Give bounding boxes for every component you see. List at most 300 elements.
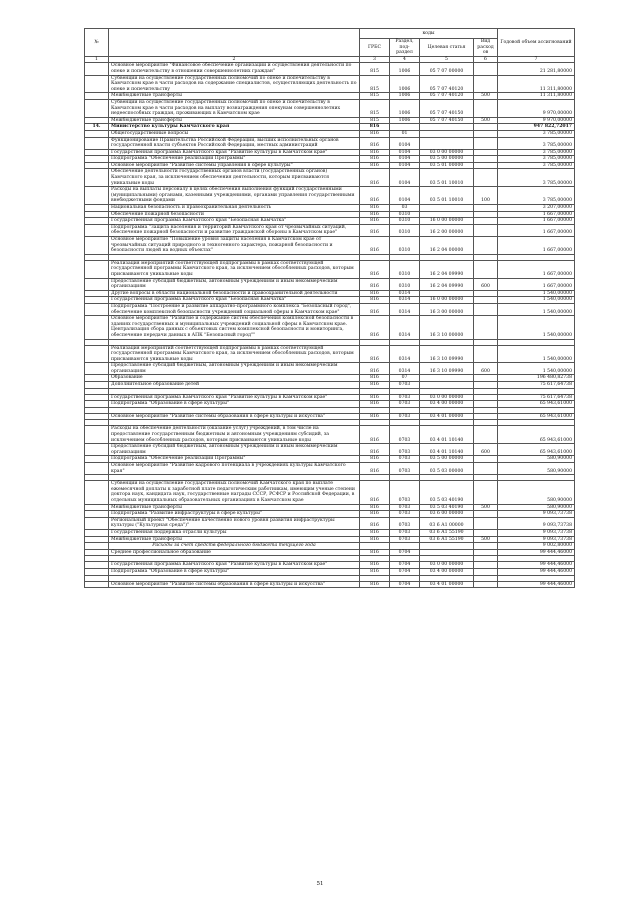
row-amount-cell: 580,90000 [498,504,575,511]
row-number-cell [85,162,109,169]
row-razdel-cell: 0104 [390,162,420,169]
row-razdel-cell: 0104 [390,156,420,163]
row-razdel-cell: 0314 [390,303,420,315]
row-number-cell [85,169,109,187]
row-amount-cell: 65 943,61000 [498,401,575,408]
table-row [85,581,575,588]
table-row [85,345,575,363]
row-target-article-cell: 16 2 04 09990 [420,278,474,290]
row-number-cell [85,562,109,569]
row-amount-cell: 196 480,82738 [498,375,575,382]
row-grbs-cell: 815 [360,63,390,75]
row-number-cell [85,130,109,137]
page-number: 51 [316,881,324,887]
row-number-cell [85,149,109,156]
row-expense-type-cell [474,290,498,297]
row-name-cell: Основное мероприятие "Развитие и содержание систем обеспечения комплексной безопасности в зданиях государственных и муниципальных учреждений социальной сферы в Камчатском крае. Централизация сбора данных с объектовых систем комплексной безопасности и мониторинга, обеспечение передачи данных в АПК "Безопасный город"" [109,316,360,339]
table-row [85,562,575,569]
row-target-article-cell: 16 0 00 00000 [420,297,474,304]
row-expense-type-cell [474,137,498,149]
row-target-article-cell: 03 6 А1 55190 [420,529,474,536]
row-target-article-cell: 03 6 А1 55190 [420,536,474,543]
header-index: 3 [360,56,390,63]
table-row [85,99,575,117]
row-expense-type-cell [474,237,498,255]
row-name-cell: Основное мероприятие "Повышение уровня защиты населения в Камчатском крае от чрезвычайных ситуаций природного и техногенного характера, пожарной безопасности и безопасности людей на водных объектах" [109,237,360,255]
row-grbs-cell: 816 [360,363,390,375]
row-grbs-cell: 816 [360,124,390,131]
row-name-cell: Государственная программа Камчатского края "Развитие культуры в Камчатском крае" [109,562,360,569]
row-name-cell: Межбюджетные трансферты [109,117,360,124]
row-expense-type-cell [474,99,498,117]
row-target-article-cell: 05 7 07 40120 [420,93,474,100]
table-row [85,278,575,290]
row-amount-cell: 1 540,00000 [498,290,575,297]
row-expense-type-cell: 600 [474,363,498,375]
row-grbs-cell: 816 [360,375,390,382]
row-number-cell [85,536,109,543]
row-razdel-cell: 0704 [390,562,420,569]
row-target-article-cell [420,211,474,218]
row-amount-cell: 3 785,00000 [498,187,575,205]
table-row [85,303,575,315]
row-expense-type-cell [474,205,498,212]
row-expense-type-cell [474,169,498,187]
row-target-article-cell: 03 0 00 00000 [420,562,474,569]
table-row [85,363,575,375]
row-target-article-cell: 03 5 01 10010 [420,169,474,187]
header-name [109,29,360,57]
table-row [85,297,575,304]
row-number-cell [85,205,109,212]
row-number-cell [85,375,109,382]
row-expense-type-cell [474,260,498,278]
row-name-cell: Государственная программа Камчатского края "Развитие культуры в Камчатском крае" [109,149,360,156]
row-name-cell: Расходы на обеспечение деятельности (оказание услуг) учреждений, в том числе на предоставление государственным бюджетным и автономным учреждениям субсидий, за исключением обособленных расходов, которым присваиваются уникальные коды [109,426,360,444]
row-amount-cell: 3 785,00000 [498,169,575,187]
row-grbs-cell: 816 [360,137,390,149]
row-razdel-cell: 0310 [390,218,420,225]
row-target-article-cell: 03 5 00 00000 [420,456,474,463]
table-row [85,169,575,187]
row-razdel-cell: 1006 [390,63,420,75]
row-razdel-cell: 07 [390,375,420,382]
table-row [85,63,575,75]
row-target-article-cell: 16 3 00 00000 [420,303,474,315]
header-index: 5 [420,56,474,63]
row-expense-type-cell [474,382,498,389]
row-razdel-cell: 0314 [390,345,420,363]
row-amount-cell: 1 667,00000 [498,260,575,278]
row-number-cell [85,549,109,556]
row-amount-cell: 580,90000 [498,456,575,463]
row-number-cell [85,456,109,463]
row-grbs-cell: 816 [360,260,390,278]
row-amount-cell: 9 002,80000 [498,543,575,550]
table-row [85,375,575,382]
table-row [85,426,575,444]
row-number-cell [85,290,109,297]
row-amount-cell: 1 540,00000 [498,345,575,363]
row-number-cell [85,581,109,588]
row-grbs-cell: 816 [360,456,390,463]
row-razdel-cell [390,543,420,550]
row-amount-cell: 9 093,73738 [498,536,575,543]
row-amount-cell: 9 093,73738 [498,511,575,518]
row-number-cell [85,543,109,550]
row-name-cell: Подпрограмма "Обеспечение реализации Программы" [109,156,360,163]
row-expense-type-cell [474,303,498,315]
row-name-cell: Субвенции на осуществление государственных полномочий Камчатского края по выплате ежемесячной доплаты к заработной плате педагогическим работникам, имеющим ученые степени доктора наук, кандидата наук, государственные награды СССР, РСФСР и Российской Федерации, в отдельных муниципальных образовательных организациях в Камчатском крае [109,481,360,504]
row-number-cell: 14. [85,124,109,131]
row-target-article-cell: 05 7 07 40120 [420,75,474,93]
row-razdel-cell: 0104 [390,187,420,205]
row-target-article-cell [420,375,474,382]
row-grbs-cell: 816 [360,444,390,456]
row-name-cell: Субвенции на осуществление государственных полномочий по опеке и попечительству в Камчатском крае в части расходов на выплату вознаграждения опекунам совершеннолетних недееспособных граждан, проживающих в Камчатском крае [109,99,360,117]
row-razdel-cell: 0704 [390,568,420,575]
row-grbs-cell: 816 [360,169,390,187]
row-grbs-cell: 816 [360,481,390,504]
table-row [85,444,575,456]
table-header [85,29,575,63]
row-name-cell: Основное мероприятие "Развитие системы образования в сфере культуры и искусства" [109,413,360,420]
row-razdel-cell: 0703 [390,394,420,401]
header-index: 7 [498,56,575,63]
row-razdel-cell: 0703 [390,463,420,475]
row-grbs-cell: 816 [360,162,390,169]
row-expense-type-cell [474,413,498,420]
row-name-cell: Реализация мероприятий соответствующей подпрограммы в рамках соответствующей государственной программы Камчатского края, за исключением обособленных расходов, которым присваиваются уникальные коды [109,260,360,278]
row-expense-type-cell: 500 [474,93,498,100]
row-amount-cell: 65 943,61000 [498,426,575,444]
header-index: 1 [85,56,109,63]
row-amount-cell: 1 667,00000 [498,278,575,290]
row-razdel-cell: 0310 [390,278,420,290]
row-grbs-cell: 816 [360,278,390,290]
row-expense-type-cell [474,224,498,236]
table-row [85,568,575,575]
row-amount-cell: 3 785,00000 [498,130,575,137]
row-number-cell [85,297,109,304]
row-amount-cell: 580,90000 [498,481,575,504]
table-row [85,75,575,93]
row-grbs-cell: 816 [360,156,390,163]
row-razdel-cell: 0703 [390,444,420,456]
row-number-cell [85,117,109,124]
row-name-cell: Государственная программа Камчатского края "Безопасная Камчатка" [109,297,360,304]
row-grbs-cell: 816 [360,218,390,225]
row-name-cell: Предоставление субсидий бюджетным, автономным учреждениям и иным некоммерческим организациям [109,278,360,290]
row-name-cell: Предоставление субсидий бюджетным, автономным учреждениям и иным некоммерческим организациям [109,444,360,456]
row-grbs-cell: 816 [360,205,390,212]
row-razdel-cell: 0314 [390,363,420,375]
table-row [85,456,575,463]
row-target-article-cell: 03 5 03 40190 [420,481,474,504]
row-grbs-cell: 816 [360,187,390,205]
row-expense-type-cell [474,481,498,504]
row-number-cell [85,517,109,529]
row-amount-cell: 1 667,00000 [498,237,575,255]
table-row [85,211,575,218]
row-expense-type-cell: 600 [474,444,498,456]
row-number-cell [85,237,109,255]
row-expense-type-cell [474,297,498,304]
row-amount-cell: 9 093,73738 [498,529,575,536]
row-grbs-cell: 816 [360,237,390,255]
table-body [85,63,575,588]
row-razdel-cell: 1006 [390,75,420,93]
row-razdel-cell: 1006 [390,117,420,124]
row-target-article-cell: 03 4 01 10140 [420,426,474,444]
row-expense-type-cell [474,63,498,75]
row-grbs-cell [360,543,390,550]
row-amount-cell: 3 785,00000 [498,162,575,169]
row-grbs-cell: 816 [360,345,390,363]
row-expense-type-cell [474,581,498,588]
row-razdel-cell: 01 [390,130,420,137]
row-amount-cell: 1 540,00000 [498,303,575,315]
row-name-cell: Расходы за счет средств федерального бюджета текущего года [109,543,360,550]
row-target-article-cell [420,124,474,131]
row-number-cell [85,345,109,363]
table-row [85,529,575,536]
table-row [85,290,575,297]
row-amount-cell: 9 970,00000 [498,117,575,124]
row-grbs-cell: 816 [360,303,390,315]
row-razdel-cell: 0310 [390,237,420,255]
header-codes: коды [360,29,498,39]
row-number-cell [85,363,109,375]
row-target-article-cell [420,382,474,389]
row-amount-cell: 21 281,80000 [498,63,575,75]
row-number-cell [85,481,109,504]
row-name-cell: Реализация мероприятий соответствующей подпрограммы в рамках соответствующей государственной программы Камчатского края, за исключением обособленных расходов, которым присваиваются уникальные коды [109,345,360,363]
row-name-cell: Министерство культуры Камчатского края [109,124,360,131]
row-target-article-cell: 05 7 07 40150 [420,117,474,124]
row-number-cell [85,211,109,218]
row-amount-cell: 3 207,00000 [498,205,575,212]
row-target-article-cell: 16 2 00 00000 [420,224,474,236]
row-number-cell [85,568,109,575]
row-amount-cell: 1 540,00000 [498,363,575,375]
row-expense-type-cell [474,162,498,169]
row-number-cell [85,529,109,536]
row-target-article-cell: 16 3 10 00000 [420,316,474,339]
row-name-cell: Общегосударственные вопросы [109,130,360,137]
row-number-cell [85,394,109,401]
row-expense-type-cell [474,316,498,339]
table-row [85,149,575,156]
row-name-cell: Другие вопросы в области национальной безопасности и правоохранительной деятельности [109,290,360,297]
row-target-article-cell [420,205,474,212]
table-row [85,218,575,225]
row-target-article-cell [420,549,474,556]
table-row [85,481,575,504]
row-grbs-cell: 816 [360,568,390,575]
row-razdel-cell: 03 [390,205,420,212]
row-name-cell: Подпрограмма "Обеспечение реализации Программы" [109,456,360,463]
row-razdel-cell: 1006 [390,99,420,117]
row-razdel-cell: 0314 [390,290,420,297]
row-amount-cell: 11 311,80000 [498,93,575,100]
row-grbs-cell: 815 [360,99,390,117]
row-expense-type-cell [474,426,498,444]
row-amount-cell: 75 617,64738 [498,382,575,389]
row-expense-type-cell [474,375,498,382]
row-expense-type-cell [474,401,498,408]
row-number-cell [85,511,109,518]
row-target-article-cell [420,130,474,137]
table-row [85,413,575,420]
table-row [85,260,575,278]
row-amount-cell: 99 444,46000 [498,549,575,556]
row-target-article-cell: 05 7 07 00000 [420,63,474,75]
row-expense-type-cell [474,156,498,163]
row-target-article-cell: 03 4 01 10140 [420,444,474,456]
row-expense-type-cell [474,562,498,569]
table-row [85,401,575,408]
row-amount-cell: 9 970,00000 [498,99,575,117]
row-amount-cell: 99 444,46000 [498,581,575,588]
table-row [85,205,575,212]
row-razdel-cell: 0703 [390,401,420,408]
header-cs: Целевая статья [420,39,474,57]
row-razdel-cell: 0104 [390,169,420,187]
row-name-cell: Региональный проект "Обеспечение качественно нового уровня развития инфраструктуры культуры ("Культурная среда")" [109,517,360,529]
row-razdel-cell: 0104 [390,149,420,156]
row-grbs-cell: 816 [360,224,390,236]
row-grbs-cell: 816 [360,290,390,297]
table-row [85,224,575,236]
row-name-cell: Дополнительное образование детей [109,382,360,389]
row-expense-type-cell [474,124,498,131]
row-expense-type-cell [474,130,498,137]
table-row [85,237,575,255]
row-razdel-cell: 0703 [390,536,420,543]
row-expense-type-cell [474,549,498,556]
row-grbs-cell: 815 [360,93,390,100]
row-name-cell: Подпрограмма "Образование в сфере культуры" [109,401,360,408]
row-expense-type-cell [474,345,498,363]
row-number-cell [85,316,109,339]
row-name-cell: Основное мероприятие "Развитие системы управления в сфере культуры" [109,162,360,169]
row-number-cell [85,63,109,75]
row-expense-type-cell [474,456,498,463]
row-name-cell: Образование [109,375,360,382]
row-razdel-cell: 0704 [390,581,420,588]
row-razdel-cell: 0703 [390,517,420,529]
row-name-cell: Основное мероприятие "Финансовое обеспечение организации и осуществления деятельности по опеке и попечительству в отношении совершеннолетних граждан" [109,63,360,75]
row-amount-cell: 1 540,00000 [498,297,575,304]
table-row [85,187,575,205]
row-grbs-cell: 815 [360,117,390,124]
row-name-cell: Государственная программа Камчатского края "Безопасная Камчатка" [109,218,360,225]
row-amount-cell: 99 444,46000 [498,562,575,569]
row-target-article-cell [420,137,474,149]
row-razdel-cell: 0703 [390,529,420,536]
row-expense-type-cell [474,149,498,156]
row-number-cell [85,463,109,475]
table-row [85,130,575,137]
row-target-article-cell [420,543,474,550]
row-number-cell [85,75,109,93]
table-row [85,511,575,518]
row-razdel-cell: 0703 [390,382,420,389]
row-target-article-cell: 03 4 00 00000 [420,401,474,408]
row-grbs-cell: 816 [360,536,390,543]
row-target-article-cell: 03 5 01 00000 [420,162,474,169]
row-name-cell: Среднее профессиональное образование [109,549,360,556]
row-grbs-cell: 816 [360,511,390,518]
row-amount-cell: 1 667,00000 [498,211,575,218]
table-row [85,517,575,529]
row-razdel-cell: 0314 [390,297,420,304]
row-number-cell [85,218,109,225]
table-row [85,536,575,543]
table-row [85,504,575,511]
row-razdel-cell: 0703 [390,504,420,511]
row-amount-cell: 11 311,80000 [498,75,575,93]
row-razdel-cell: 0703 [390,413,420,420]
table-row [85,543,575,550]
budget-table [84,28,575,588]
row-number-cell [85,401,109,408]
row-grbs-cell: 816 [360,413,390,420]
row-grbs-cell: 816 [360,211,390,218]
table-row [85,382,575,389]
row-name-cell: Межбюджетные трансферты [109,504,360,511]
row-expense-type-cell: 600 [474,278,498,290]
row-name-cell: Национальная безопасность и правоохранительная деятельность [109,205,360,212]
row-target-article-cell: 03 5 01 10010 [420,187,474,205]
row-grbs-cell: 816 [360,316,390,339]
row-expense-type-cell: 500 [474,504,498,511]
row-name-cell: Функционирование Правительства Российской Федерации, высших исполнительных органов государственной власти субъектов Российской Федерации, местных администраций [109,137,360,149]
row-razdel-cell: 0310 [390,260,420,278]
row-name-cell: Обеспечение пожарной безопасности [109,211,360,218]
row-target-article-cell: 16 3 10 09990 [420,345,474,363]
row-expense-type-cell [474,517,498,529]
header-grbs: ГРБС [360,39,390,57]
row-number-cell [85,99,109,117]
row-amount-cell: 99 444,46000 [498,568,575,575]
row-number-cell [85,137,109,149]
row-target-article-cell: 03 4 00 00000 [420,568,474,575]
row-target-article-cell: 16 2 04 09990 [420,260,474,278]
row-amount-cell: 65 943,61000 [498,444,575,456]
table-row [85,117,575,124]
row-expense-type-cell: 100 [474,187,498,205]
row-target-article-cell: 03 6 А1 00000 [420,517,474,529]
row-expense-type-cell [474,568,498,575]
header-amount: Годовой объем ассигнований [498,29,575,57]
row-expense-type-cell [474,394,498,401]
row-name-cell: Межбюджетные трансферты [109,93,360,100]
row-name-cell: Субвенции на осуществление государственных полномочий по опеке и попечительству в Камчатском крае в части расходов на содержание специалистов, осуществляющих деятельность по опеке и попечительству [109,75,360,93]
row-amount-cell: 580,90000 [498,463,575,475]
row-amount-cell: 9 093,73738 [498,517,575,529]
row-target-article-cell: 16 2 04 00000 [420,237,474,255]
header-vr: Вид расходов [474,39,498,57]
row-grbs-cell: 816 [360,517,390,529]
row-name-cell: Обеспечение деятельности государственных органов власти (государственных органов) Камчатского края, за исключением обеспечения деятельности, которым присваиваются уникальные коды [109,169,360,187]
row-grbs-cell: 816 [360,426,390,444]
row-razdel-cell: 0703 [390,426,420,444]
header-index: 6 [474,56,498,63]
row-grbs-cell: 816 [360,529,390,536]
row-amount-cell: 1 667,00000 [498,218,575,225]
